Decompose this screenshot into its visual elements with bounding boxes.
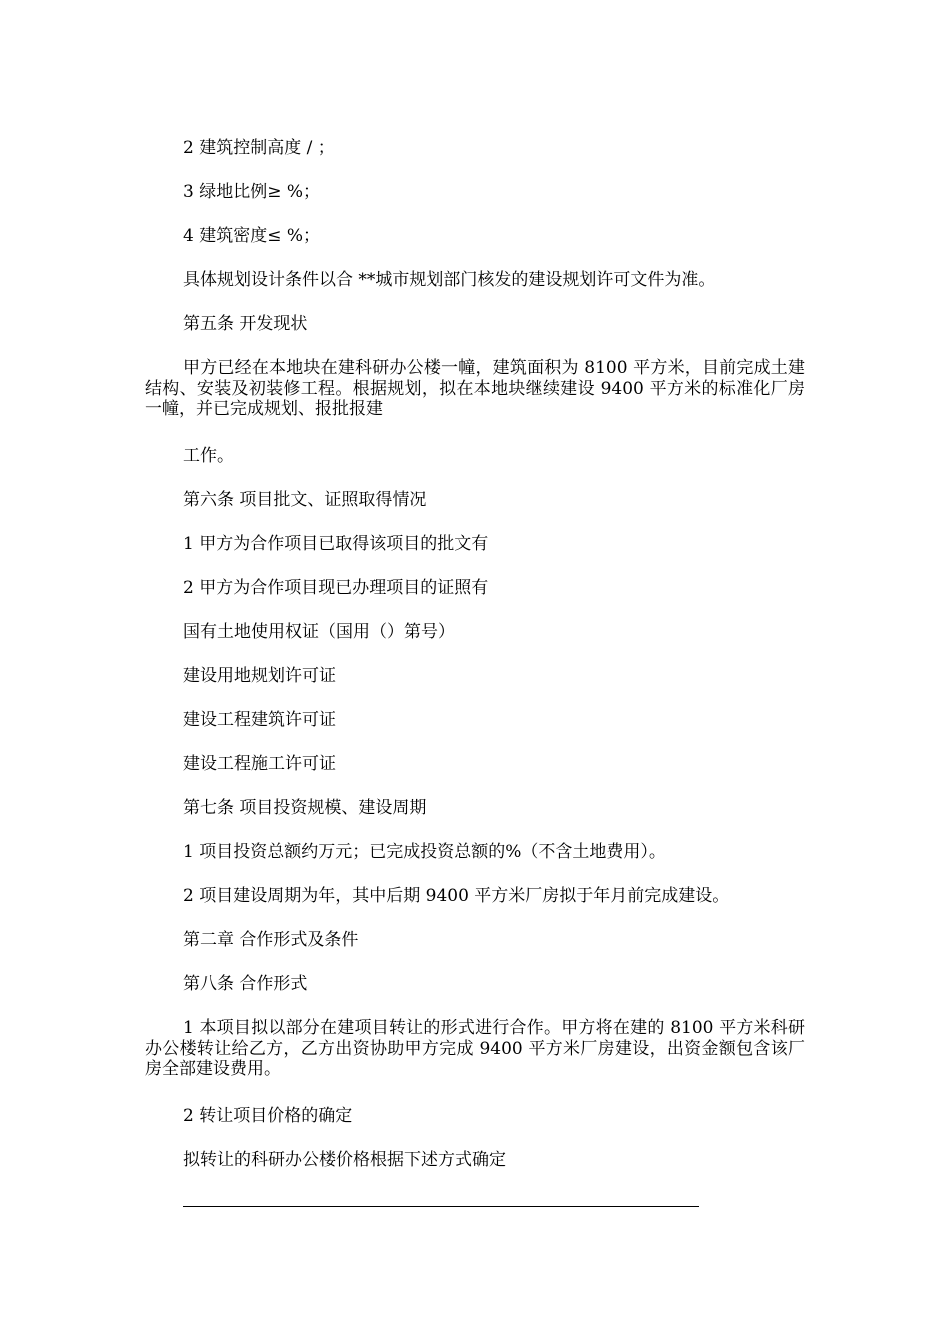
text-line: 4 建筑密度≤ %； (183, 226, 321, 246)
horizontal-rule (183, 1206, 699, 1207)
text-line: 拟转让的科研办公楼价格根据下述方式确定 (183, 1150, 506, 1170)
text-line: 1 项目投资总额约万元；已完成投资总额的%（不含土地费用）。 (183, 842, 666, 862)
section-heading: 第五条 开发现状 (183, 314, 308, 334)
section-heading: 第八条 合作形式 (183, 974, 308, 994)
text-line: 2 甲方为合作项目现已办理项目的证照有 (183, 578, 489, 598)
paragraph: 1 本项目拟以部分在建项目转让的形式进行合作。甲方将在建的 8100 平方米科研办公楼转让给乙方，乙方出资协助甲方完成 9400 平方米厂房建设，出资金额包含该厂房全部建设费用。 (145, 1018, 805, 1079)
text-line: 建设工程施工许可证 (183, 754, 336, 774)
text-line: 1 甲方为合作项目已取得该项目的批文有 (183, 534, 489, 554)
text-line: 2 项目建设周期为年，其中后期 9400 平方米厂房拟于年月前完成建设。 (183, 886, 730, 906)
text-line: 建设用地规划许可证 (183, 666, 336, 686)
section-heading: 第六条 项目批文、证照取得情况 (183, 490, 427, 510)
text-line: 3 绿地比例≥ %； (183, 182, 321, 202)
text-line: 国有土地使用权证（国用（）第号） (183, 622, 455, 642)
text-line: 2 转让项目价格的确定 (183, 1106, 353, 1126)
section-heading: 第七条 项目投资规模、建设周期 (183, 798, 427, 818)
text-line: 工作。 (183, 446, 234, 466)
paragraph: 甲方已经在本地块在建科研办公楼一幢，建筑面积为 8100 平方米，目前完成土建结构、安装及初装修工程。根据规划，拟在本地块继续建设 9400 平方米的标准化厂房一幢，并已完成规划、报批报建 (145, 358, 805, 419)
text-line: 建设工程建筑许可证 (183, 710, 336, 730)
text-line: 2 建筑控制高度 / ； (183, 138, 335, 158)
chapter-heading: 第二章 合作形式及条件 (183, 930, 359, 950)
text-line: 具体规划设计条件以合 **城市规划部门核发的建设规划许可文件为准。 (183, 270, 716, 290)
